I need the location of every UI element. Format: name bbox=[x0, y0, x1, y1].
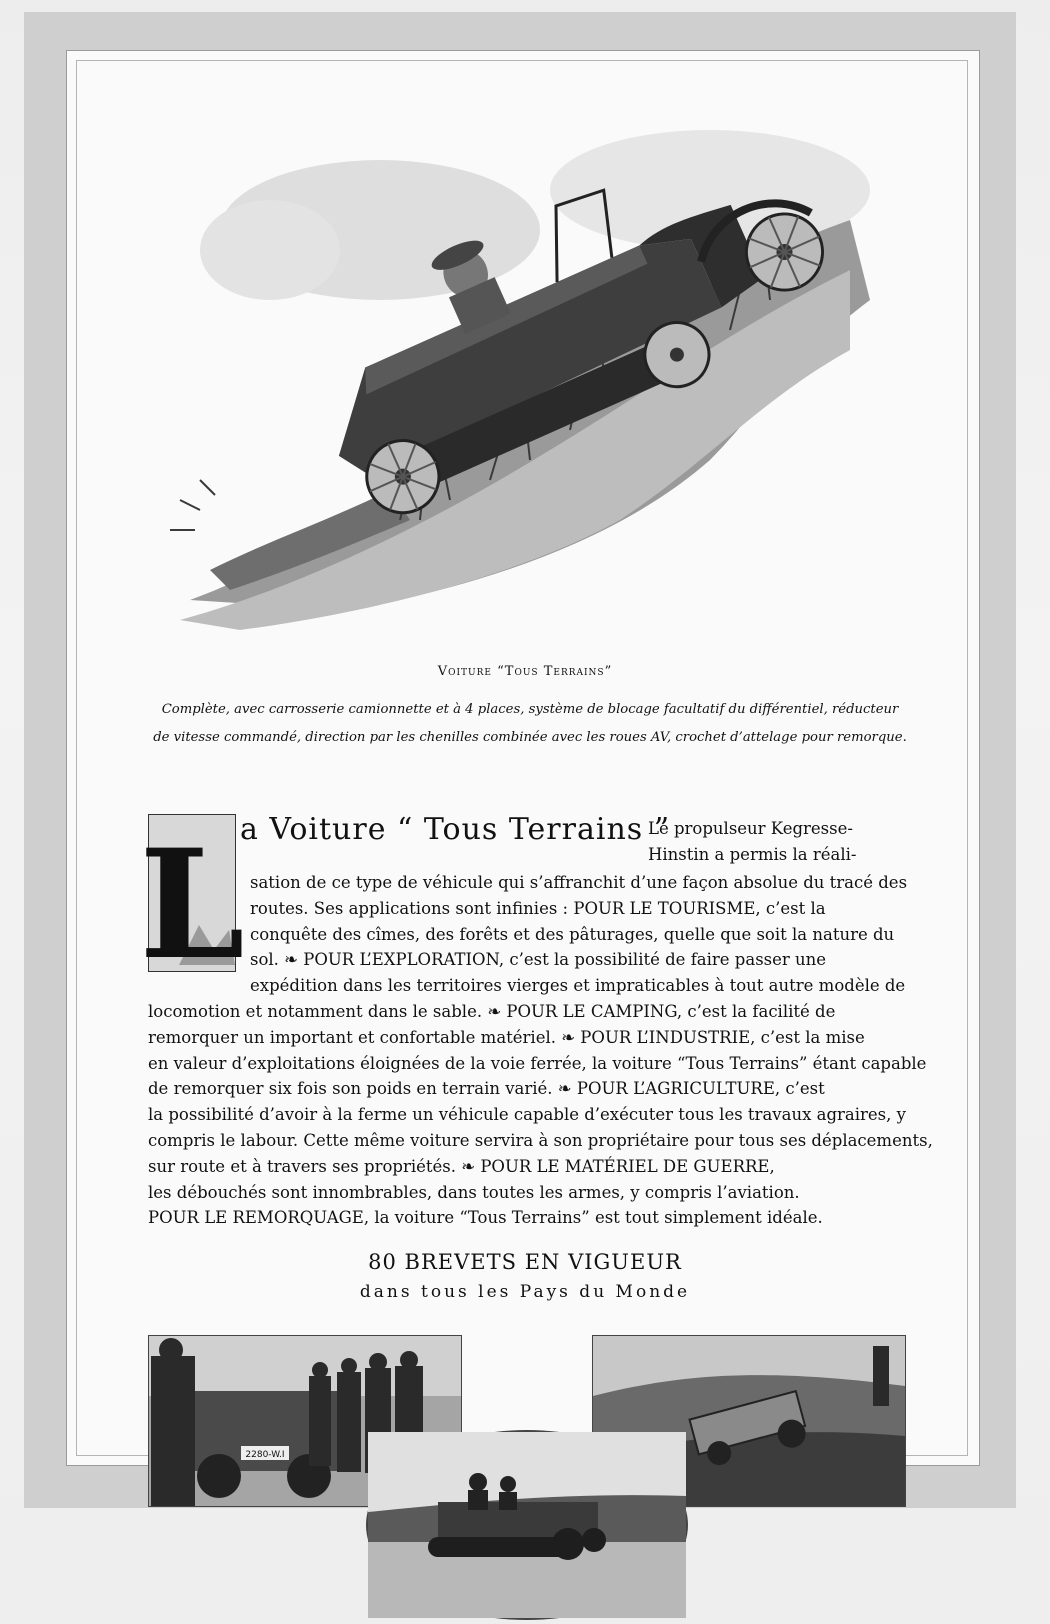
article-heading: a Voiture “ Tous Terrains ” bbox=[240, 812, 671, 847]
intro-line-1: Le propulseur Kegresse- bbox=[648, 819, 853, 838]
paragraph-line: la possibilité d’avoir à la ferme un véhicule capable d’exécuter tous les travaux agraires, y bbox=[148, 1105, 906, 1125]
intro-line-2: Hinstin a permis la réali- bbox=[648, 845, 857, 864]
paragraph-line: compris le labour. Cette même voiture servira à son propriétaire pour tous ses déplacements, bbox=[148, 1130, 933, 1150]
photo-halftrack-with-passengers bbox=[366, 1430, 688, 1620]
halftrack-car-illustration bbox=[150, 100, 910, 660]
paragraph-line: de remorquer six fois son poids en terrain varié. ❧ POUR L’AGRICULTURE, c’est bbox=[148, 1079, 825, 1099]
paragraph-line: POUR LE REMORQUAGE, la voiture “Tous Terrains” est tout simplement idéale. bbox=[148, 1208, 823, 1228]
paragraph-line: expédition dans les territoires vierges et impraticables à tout autre modèle de bbox=[250, 976, 906, 996]
paragraph-line: locomotion et notamment dans le sable. ❧ POUR LE CAMPING, c’est la facilité de bbox=[148, 1001, 836, 1021]
brevets-subtitle: dans tous les Pays du Monde bbox=[359, 1282, 691, 1302]
paragraph-line: conquête des cîmes, des forêts et des pâturages, quelle que soit la nature du bbox=[250, 924, 895, 944]
paragraph-line: les débouchés sont innombrables, dans toutes les armes, y compris l’aviation. bbox=[148, 1182, 800, 1202]
paragraph-line: remorquer un important et confortable matériel. ❧ POUR L’INDUSTRIE, c’est la mise bbox=[148, 1027, 865, 1047]
brevets-title: 80 BREVETS EN VIGUEUR bbox=[368, 1250, 682, 1274]
paragraph-line: sol. ❧ POUR L’EXPLORATION, c’est la possibilité de faire passer une bbox=[250, 950, 827, 970]
illustration-caption-text bbox=[150, 696, 910, 752]
article-intro bbox=[648, 816, 898, 868]
illustration-caption-title: Voiture “Tous Terrains” bbox=[437, 664, 613, 679]
article-paragraph bbox=[148, 870, 933, 1231]
paragraph-line: sation de ce type de véhicule qui s’affranchit d’une façon absolue du tracé des bbox=[250, 873, 908, 892]
license-plate: 2280-W.I bbox=[245, 1450, 285, 1460]
caption-line-2: de vitesse commandé, direction par les chenilles combinée avec les roues AV, crochet d’attelage pour remorque. bbox=[153, 730, 907, 745]
paragraph-line: routes. Ses applications sont infinies : POUR LE TOURISME, c’est la bbox=[250, 898, 826, 918]
caption-line-1: Complète, avec carrosserie camionnette et à 4 places, système de blocage facultatif du différentiel, réducteur bbox=[161, 702, 899, 717]
dropcap-letter: L bbox=[139, 817, 245, 993]
paragraph-line: sur route et à travers ses propriétés. ❧ POUR LE MATÉRIEL DE GUERRE, bbox=[148, 1156, 775, 1176]
paragraph-line: en valeur d’exploitations éloignées de la voie ferrée, la voiture “Tous Terrains” étant capable bbox=[148, 1053, 927, 1073]
